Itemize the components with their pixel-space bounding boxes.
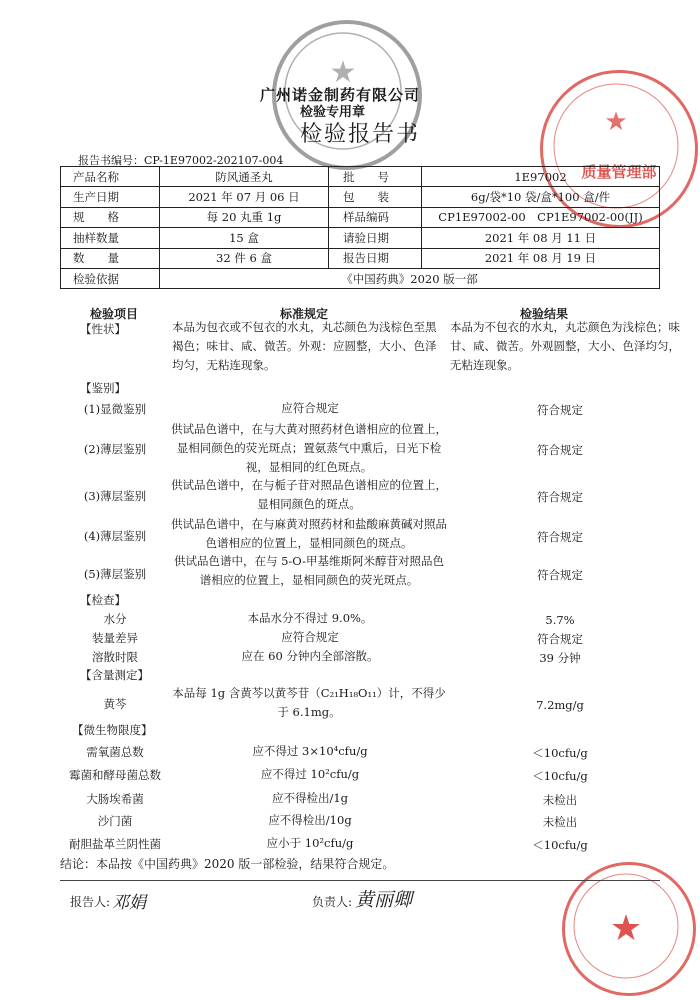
section-jianbie: 【鉴别】 bbox=[80, 381, 126, 395]
jianbie-standard: 应符合规定 bbox=[281, 401, 339, 415]
section-hanliang: 【含量测定】 bbox=[80, 668, 149, 682]
micro-result: ＜10cfu/g bbox=[532, 746, 588, 760]
cell-label: 样品编码 bbox=[329, 207, 422, 227]
jianbie-item: (2)薄层鉴别 bbox=[83, 442, 147, 456]
col-header-result: 检验结果 bbox=[520, 307, 569, 321]
jiancha-result: 5.7% bbox=[545, 613, 575, 627]
xingzhuang-standard: 本品为包衣或不包衣的水丸，丸芯颜色为浅棕色至黑褐色；味甘、咸、微苦。外观：应圆整，大小、色泽均匀，无粘连现象。 bbox=[172, 320, 437, 372]
table-row bbox=[61, 228, 660, 248]
xingzhuang-result: 本品为不包衣的水丸，丸芯颜色为浅棕色；味甘、咸、微苦。外观圆整，大小、色泽均匀，无粘连现象。 bbox=[450, 320, 680, 372]
jianbie-standard: 供试品色谱中，在与麻黄对照药材和盐酸麻黄碱对照品色谱相应的位置上，显相同颜色的斑点。 bbox=[171, 517, 447, 550]
micro-result: ＜10cfu/g bbox=[532, 769, 588, 783]
product-info-table bbox=[60, 166, 660, 289]
cell-value: 32 件 6 盒 bbox=[160, 248, 329, 268]
cell-label: 数 量 bbox=[61, 248, 160, 268]
table-row bbox=[61, 268, 660, 288]
reporter-label: 报告人: bbox=[70, 895, 111, 909]
cell-value: 2021 年 07 月 06 日 bbox=[160, 187, 329, 207]
jiancha-item: 装量差异 bbox=[92, 631, 138, 645]
micro-item: 耐胆盐革兰阴性菌 bbox=[69, 837, 161, 851]
jiancha-item: 水分 bbox=[103, 612, 127, 626]
jianbie-result: 符合规定 bbox=[537, 568, 583, 582]
reporter-signature: 邓娟 bbox=[112, 893, 146, 913]
col-header-standard: 标准规定 bbox=[280, 307, 329, 321]
hanliang-standard: 本品每 1g 含黄芩以黄芩苷（C₂₁H₁₈O₁₁）计，不得少于 6.1mg。 bbox=[172, 686, 446, 719]
table-row bbox=[61, 167, 660, 187]
micro-standard: 应不得过 10²cfu/g bbox=[260, 767, 360, 781]
jiancha-result: 39 分钟 bbox=[539, 651, 581, 665]
section-xingzhuang: 【性状】 bbox=[80, 322, 126, 336]
cell-label: 生产日期 bbox=[61, 187, 160, 207]
micro-standard: 应不得检出/1g bbox=[271, 791, 349, 805]
micro-item: 大肠埃希菌 bbox=[86, 792, 144, 806]
micro-standard: 应不得过 3×10⁴cfu/g bbox=[252, 744, 368, 758]
jianbie-standard: 供试品色谱中，在与 5-O-甲基维斯阿米醇苷对照品色谱相应的位置上，显相同颜色的荧光斑点。 bbox=[173, 554, 445, 587]
micro-standard: 应小于 10²cfu/g bbox=[266, 836, 354, 850]
jianbie-item: (3)薄层鉴别 bbox=[83, 489, 147, 503]
qa-dept-stamp-label: 质量管理部 bbox=[581, 163, 657, 181]
micro-item: 沙门菌 bbox=[97, 814, 133, 828]
jiancha-standard: 本品水分不得过 9.0%。 bbox=[247, 611, 373, 625]
svg-text:★: ★ bbox=[604, 107, 628, 137]
micro-item: 需氧菌总数 bbox=[86, 745, 144, 759]
jianbie-result: 符合规定 bbox=[537, 490, 583, 504]
table-row bbox=[61, 248, 660, 268]
jianbie-item: (5)薄层鉴别 bbox=[83, 567, 147, 581]
jiancha-standard: 应符合规定 bbox=[281, 630, 339, 644]
micro-item: 霉菌和酵母菌总数 bbox=[69, 768, 161, 782]
cell-value: 6g/袋*10 袋/盒*100 盒/件 bbox=[422, 187, 660, 207]
conclusion: 结论：本品按《中国药典》2020 版一部检验，结果符合规定。 bbox=[60, 857, 395, 871]
page-title: 检验报告书 bbox=[300, 122, 421, 147]
jiancha-item: 溶散时限 bbox=[92, 650, 138, 664]
distributor-seal bbox=[562, 862, 696, 996]
cell-label: 请验日期 bbox=[329, 228, 422, 248]
cell-label: 规 格 bbox=[61, 207, 160, 227]
micro-result: ＜10cfu/g bbox=[532, 838, 588, 852]
hanliang-result: 7.2mg/g bbox=[536, 698, 584, 712]
company-name: 广州诺金制药有限公司 bbox=[260, 86, 421, 104]
section-weishengwu: 【微生物限度】 bbox=[72, 723, 153, 737]
jianbie-standard: 供试品色谱中，在与栀子苷对照品色谱相应的位置上，显相同颜色的斑点。 bbox=[171, 478, 447, 511]
svg-text:★: ★ bbox=[609, 908, 643, 949]
micro-result: 未检出 bbox=[542, 815, 578, 829]
table-row bbox=[61, 187, 660, 207]
cell-label: 检验依据 bbox=[61, 268, 160, 288]
cell-label: 包 装 bbox=[329, 187, 422, 207]
jianbie-result: 符合规定 bbox=[537, 443, 583, 457]
jianbie-result: 符合规定 bbox=[537, 530, 583, 544]
jianbie-item: (1)显微鉴别 bbox=[83, 402, 147, 416]
cell-value: CP1E97002-00 CP1E97002-00(JJ) bbox=[422, 207, 660, 227]
cell-label: 产品名称 bbox=[61, 167, 160, 187]
responsible-signature: 黄丽卿 bbox=[355, 889, 413, 911]
col-header-item: 检验项目 bbox=[90, 307, 139, 321]
section-jiancha: 【检查】 bbox=[80, 593, 126, 607]
cell-value: 2021 年 08 月 19 日 bbox=[422, 248, 660, 268]
footer-divider bbox=[60, 880, 660, 881]
jianbie-standard: 供试品色谱中，在与大黄对照药材色谱相应的位置上，显相同颜色的荧光斑点；置氨蒸气中熏后，日光下检视，显相同的红色斑点。 bbox=[171, 422, 447, 474]
jianbie-result: 符合规定 bbox=[537, 403, 583, 417]
table-row bbox=[61, 207, 660, 227]
cell-value: 每 20 丸重 1g bbox=[160, 207, 329, 227]
cell-label: 批 号 bbox=[329, 167, 422, 187]
micro-result: 未检出 bbox=[542, 793, 578, 807]
cell-value: 防风通圣丸 bbox=[160, 167, 329, 187]
jiancha-result: 符合规定 bbox=[537, 632, 583, 646]
cell-value: 1E97002 bbox=[422, 167, 660, 187]
cell-label: 报告日期 bbox=[329, 248, 422, 268]
hanliang-item: 黄芩 bbox=[103, 697, 127, 711]
cell-value: 《中国药典》2020 版一部 bbox=[160, 268, 660, 288]
cell-label: 抽样数量 bbox=[61, 228, 160, 248]
jianbie-item: (4)薄层鉴别 bbox=[83, 529, 147, 543]
jiancha-standard: 应在 60 分钟内全部溶散。 bbox=[241, 649, 379, 663]
cell-value: 2021 年 08 月 11 日 bbox=[422, 228, 660, 248]
svg-text:★: ★ bbox=[329, 55, 357, 90]
inspection-seal-text: 检验专用章 bbox=[300, 105, 366, 120]
responsible-label: 负责人: bbox=[312, 895, 353, 909]
report-number: 报告书编号：CP-1E97002-202107-004 bbox=[78, 154, 284, 167]
micro-standard: 应不得检出/10g bbox=[268, 813, 352, 827]
cell-value: 15 盒 bbox=[160, 228, 329, 248]
